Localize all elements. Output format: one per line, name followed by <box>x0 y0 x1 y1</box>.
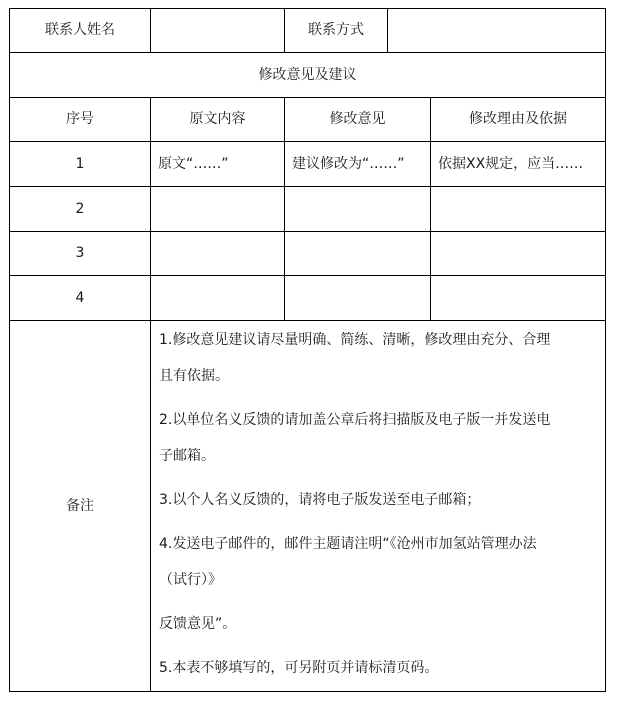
remark-line: 3.以个人名义反馈的，请将电子版发送至电子邮箱； <box>159 492 481 508</box>
contact-method-field[interactable] <box>388 9 606 53</box>
original-text-cell[interactable] <box>151 276 285 321</box>
column-header-row <box>10 98 606 142</box>
table-row <box>10 142 606 187</box>
remark-line: 4.发送电子邮件的，邮件主题请注明“《沧州市加氢站管理办法 <box>159 536 537 552</box>
suggestion-cell[interactable] <box>285 232 431 276</box>
suggestion-cell[interactable]: 建议修改为“……” <box>285 142 431 187</box>
original-text-cell[interactable] <box>151 232 285 276</box>
table-row <box>10 187 606 232</box>
remarks-label: 备注 <box>10 321 151 692</box>
remark-line: 反馈意见”。 <box>159 616 237 632</box>
row-number: 4 <box>10 276 151 321</box>
column-header-no: 序号 <box>10 98 151 142</box>
remark-line: 1.修改意见建议请尽量明确、简练、清晰，修改理由充分、合理 <box>159 332 551 348</box>
feedback-form-table <box>9 8 606 692</box>
row-number: 2 <box>10 187 151 232</box>
row-number: 1 <box>10 142 151 187</box>
remark-line: 且有依据。 <box>159 368 229 384</box>
column-header-original: 原文内容 <box>151 98 285 142</box>
reason-cell[interactable] <box>431 232 606 276</box>
remark-line: 子邮箱。 <box>159 448 215 464</box>
suggestion-cell[interactable] <box>285 276 431 321</box>
remarks-row <box>10 321 606 692</box>
reason-cell[interactable]: 依据XX规定，应当…… <box>431 142 606 187</box>
remarks-content <box>151 321 606 692</box>
reason-cell[interactable] <box>431 276 606 321</box>
remark-line: 5.本表不够填写的，可另附页并请标清页码。 <box>159 660 439 676</box>
section-title-row <box>10 53 606 98</box>
column-header-reason: 修改理由及依据 <box>431 98 606 142</box>
section-title: 修改意见及建议 <box>10 53 606 98</box>
suggestion-cell[interactable] <box>285 187 431 232</box>
contact-method-label: 联系方式 <box>285 9 388 53</box>
row-number: 3 <box>10 232 151 276</box>
contact-name-field[interactable] <box>151 9 285 53</box>
remark-line: 2.以单位名义反馈的请加盖公章后将扫描版及电子版一并发送电 <box>159 412 551 428</box>
table-row <box>10 232 606 276</box>
reason-cell[interactable] <box>431 187 606 232</box>
remark-line: （试行）》 <box>159 572 222 588</box>
original-text-cell[interactable]: 原文“……” <box>151 142 285 187</box>
column-header-suggestion: 修改意见 <box>285 98 431 142</box>
contact-row <box>10 9 606 53</box>
contact-name-label: 联系人姓名 <box>10 9 151 53</box>
original-text-cell[interactable] <box>151 187 285 232</box>
table-row <box>10 276 606 321</box>
